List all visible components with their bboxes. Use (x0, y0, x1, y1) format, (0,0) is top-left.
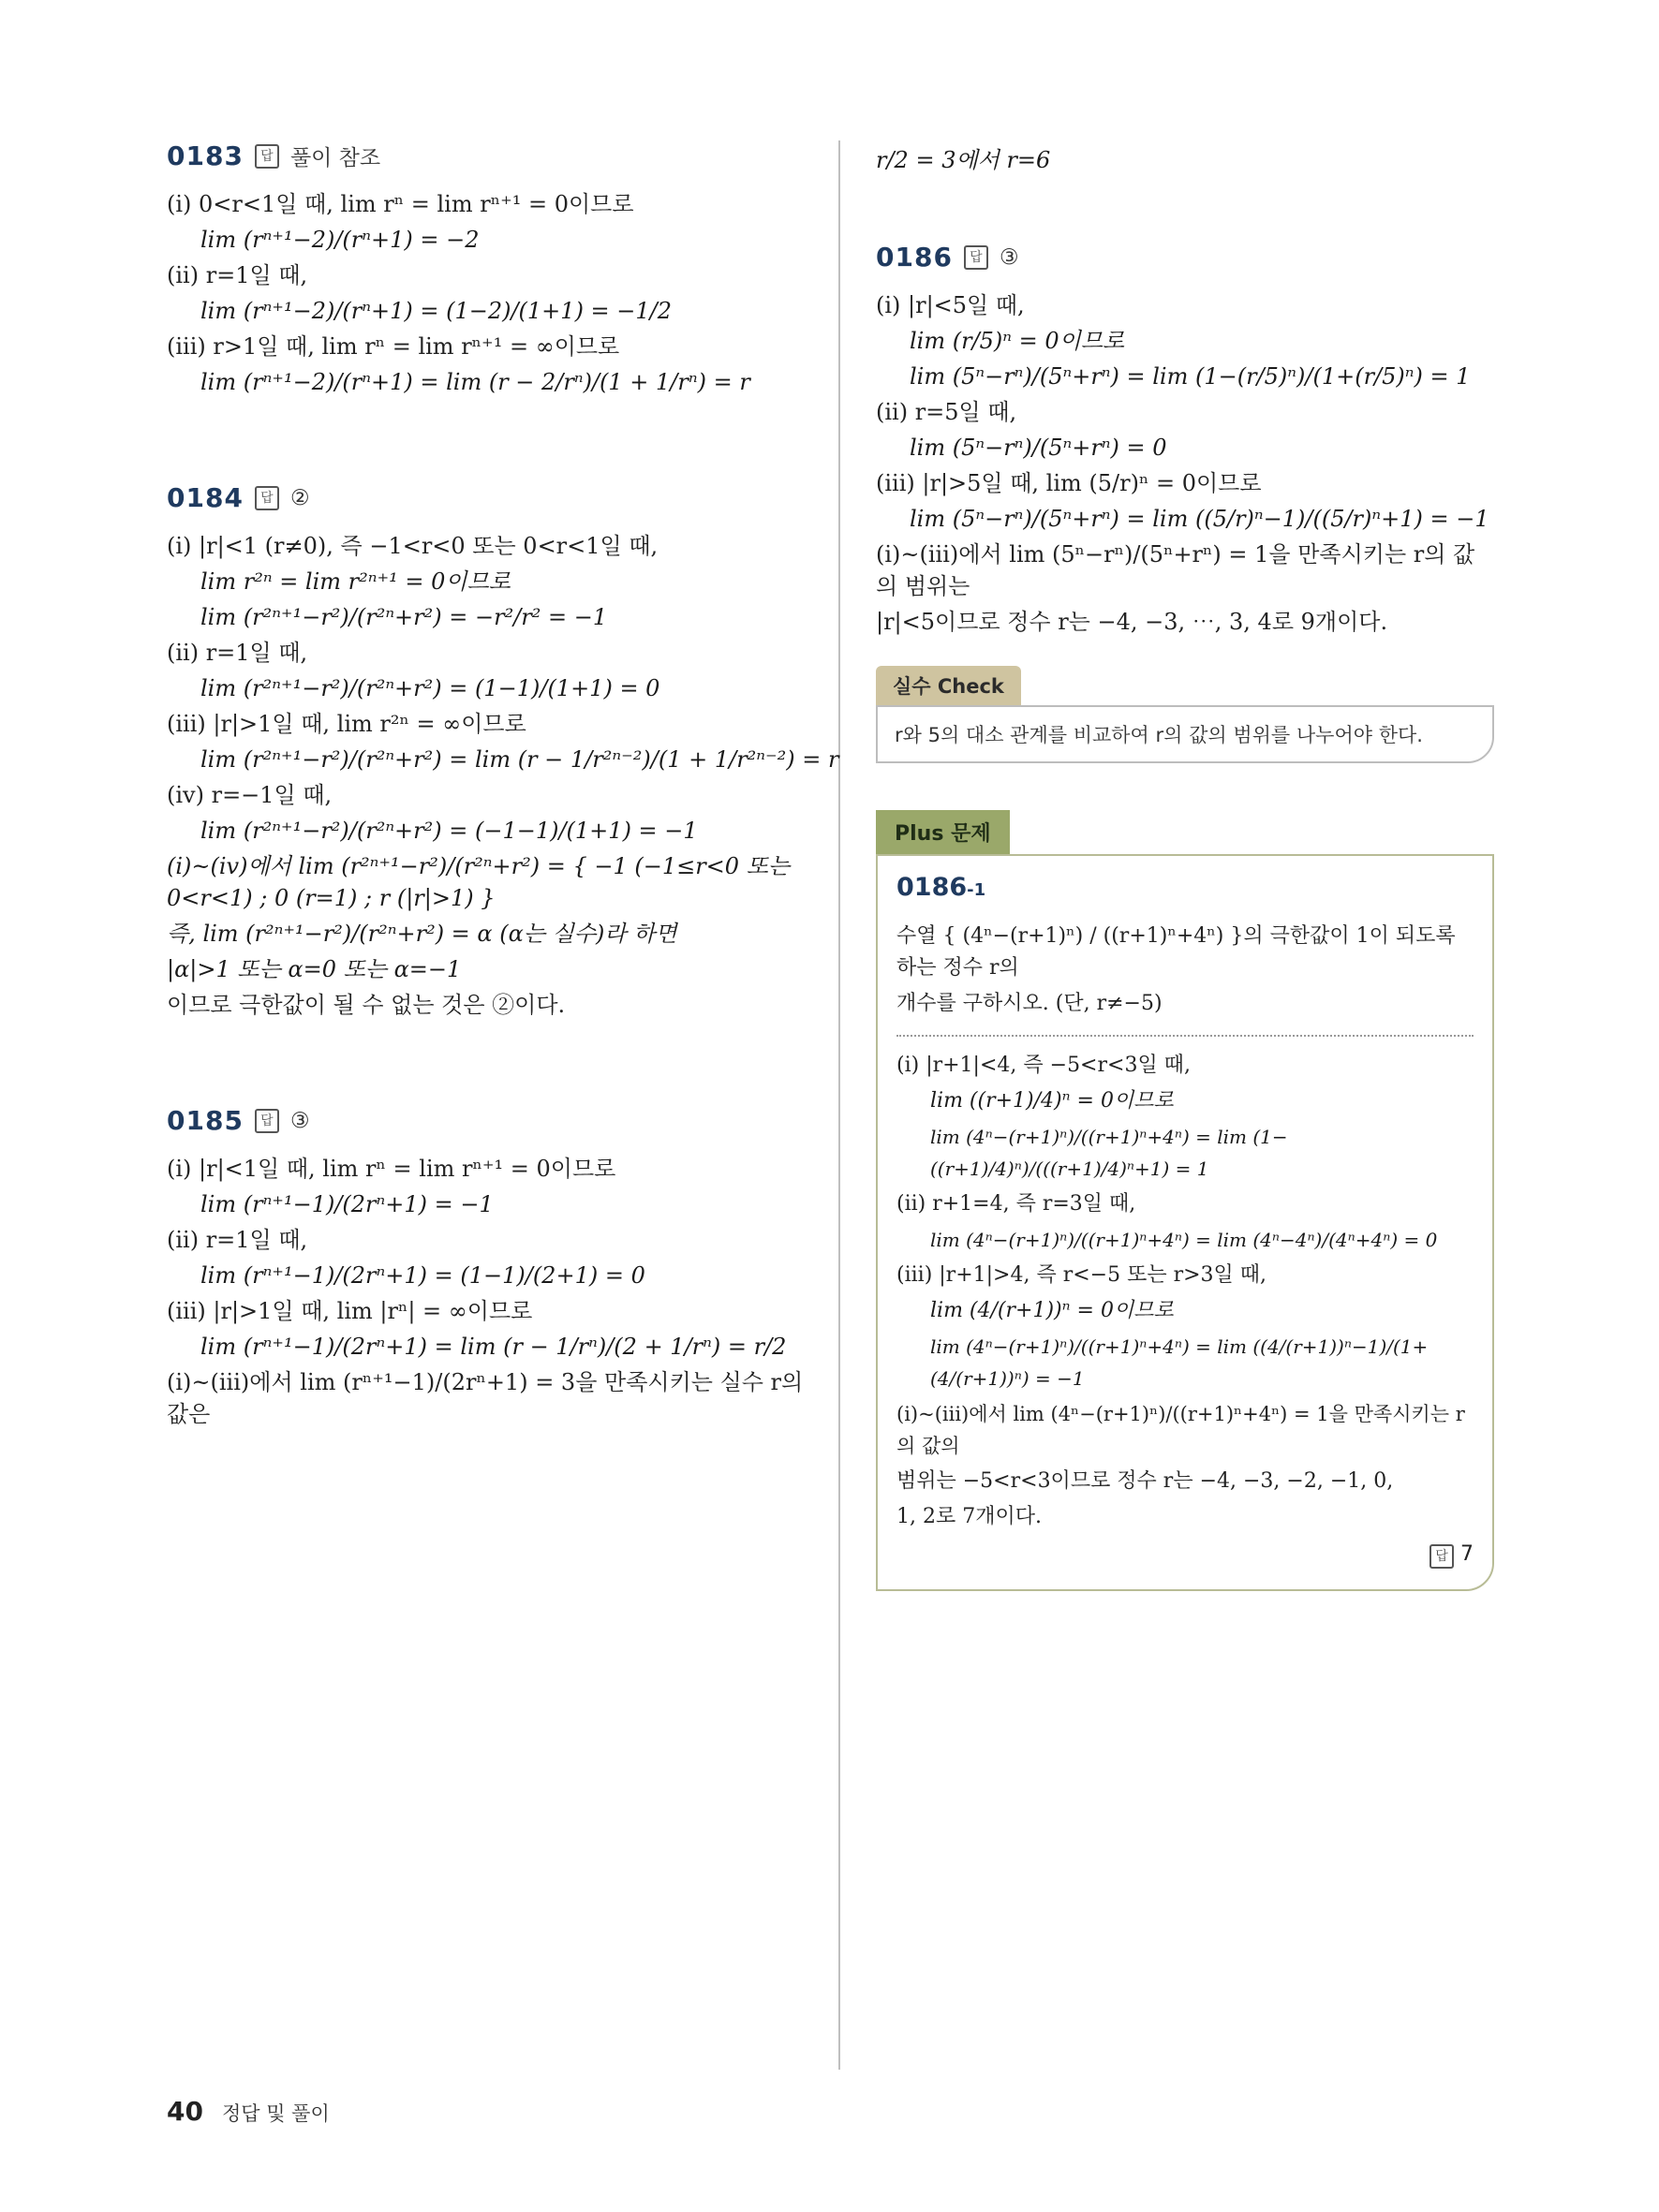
formula-line: lim (4/(r+1))ⁿ = 0이므로 (930, 1299, 1174, 1322)
plus-question: 개수를 구하시오. (단, r≠−5) (896, 992, 1163, 1015)
page-label: 정답 및 풀이 (221, 2102, 330, 2125)
formula-line: lim (rⁿ⁺¹−2)/(rⁿ+1) = (1−2)/(1+1) = −1/2 (200, 298, 673, 324)
solution-line: |α|>1 또는 α=0 또는 α=−1 (167, 956, 462, 982)
formula-line: lim (r²ⁿ⁺¹−r²)/(r²ⁿ+r²) = −r²/r² = −1 (200, 604, 608, 630)
plus-question: 수열 { (4ⁿ−(r+1)ⁿ) / ((r+1)ⁿ+4ⁿ) }의 극한값이 1이 되도록 하는 정수 r의 (896, 924, 1456, 980)
formula-line: lim (rⁿ⁺¹−1)/(2rⁿ+1) = −1 (200, 1191, 494, 1217)
conclusion-line: 범위는 −5<r<3이므로 정수 r는 −4, −3, −2, −1, 0, (896, 1469, 1394, 1493)
problem-0183 (167, 140, 813, 398)
formula-line: lim r²ⁿ = lim r²ⁿ⁺¹ = 0이므로 (200, 568, 511, 595)
conclusion-line: |r|<5이므로 정수 r는 −4, −3, ⋯, 3, 4로 9개이다. (876, 609, 1388, 635)
plus-problem-box (876, 810, 1494, 1591)
answer-text: ② (289, 485, 310, 510)
plus-problem-tab: Plus 문제 (876, 810, 1010, 854)
solution-line: (iii) |r|>1일 때, lim r²ⁿ = ∞이므로 (167, 711, 526, 737)
plus-number-suffix: -1 (967, 880, 986, 900)
solution-line: (ii) r=1일 때, (167, 262, 308, 288)
formula-line: lim (4ⁿ−(r+1)ⁿ)/((r+1)ⁿ+4ⁿ) = lim ((4/(r+1))ⁿ−1)/(1+(4/(r+1))ⁿ) = −1 (930, 1335, 1429, 1390)
solution-line: (ii) r=5일 때, (876, 399, 1017, 425)
conclusion-line: (i)~(iii)에서 lim (5ⁿ−rⁿ)/(5ⁿ+rⁿ) = 1을 만족시키는 r의 값의 범위는 (876, 541, 1475, 599)
formula-line: lim (rⁿ⁺¹−1)/(2rⁿ+1) = (1−1)/(2+1) = 0 (200, 1262, 645, 1289)
problem-0184 (167, 482, 839, 1021)
answer-icon: 답 (255, 144, 279, 169)
solution-line: (i) |r|<1 (r≠0), 즉 −1<r<0 또는 0<r<1일 때, (167, 533, 659, 559)
mistake-check-text: r와 5의 대소 관계를 비교하여 r의 값의 범위를 나누어야 한다. (876, 705, 1494, 763)
right-column (876, 140, 1494, 1591)
answer-text: ③ (999, 244, 1019, 270)
page-footer (167, 2096, 330, 2127)
problem-number: 0186 (876, 242, 953, 273)
formula-line: lim (r²ⁿ⁺¹−r²)/(r²ⁿ+r²) = (1−1)/(1+1) = 0 (200, 675, 660, 701)
solution-line: (i) |r+1|<4, 즉 −5<r<3일 때, (896, 1054, 1191, 1077)
mistake-check-box (876, 666, 1494, 763)
formula-line: lim (r²ⁿ⁺¹−r²)/(r²ⁿ+r²) = (−1−1)/(1+1) = −1 (200, 818, 698, 844)
problem-header (167, 140, 813, 171)
formula-line: lim (4ⁿ−(r+1)ⁿ)/((r+1)ⁿ+4ⁿ) = lim (1−((r+1)/4)ⁿ)/(((r+1)/4)ⁿ+1) = 1 (930, 1126, 1288, 1180)
divider (896, 1035, 1474, 1037)
problem-header (876, 242, 1494, 273)
page-number: 40 (167, 2096, 203, 2127)
solution-line: (i) |r|<1일 때, lim rⁿ = lim rⁿ⁺¹ = 0이므로 (167, 1156, 616, 1182)
answer-icon: 답 (255, 486, 279, 510)
solution-line: (i) 0<r<1일 때, lim rⁿ = lim rⁿ⁺¹ = 0이므로 (167, 191, 634, 217)
solution-line: (iii) |r|>5일 때, lim (5/r)ⁿ = 0이므로 (876, 470, 1262, 496)
formula-line: lim (5ⁿ−rⁿ)/(5ⁿ+rⁿ) = lim (1−(r/5)ⁿ)/(1+(r/5)ⁿ) = 1 (910, 363, 1471, 390)
formula-line: lim (r/5)ⁿ = 0이므로 (910, 328, 1125, 354)
plus-answer-value: 7 (1460, 1542, 1474, 1566)
left-column (167, 140, 839, 1514)
formula-line: lim (rⁿ⁺¹−2)/(rⁿ+1) = lim (r − 2/rⁿ)/(1 + 1/rⁿ) = r (200, 369, 750, 395)
problem-number: 0184 (167, 482, 244, 513)
conclusion-line: 이므로 극한값이 될 수 없는 것은 ②이다. (167, 992, 566, 1018)
conclusion-line: 1, 2로 7개이다. (896, 1505, 1042, 1528)
plus-problem-body (876, 854, 1494, 1591)
answer-icon: 답 (1429, 1544, 1454, 1569)
answer-icon: 답 (964, 245, 988, 270)
conclusion-line: (i)~(iii)에서 lim (rⁿ⁺¹−1)/(2rⁿ+1) = 3을 만족시키는 실수 r의 값은 (167, 1369, 804, 1427)
solution-line: (ii) r=1일 때, (167, 640, 308, 666)
formula-line: lim (5ⁿ−rⁿ)/(5ⁿ+rⁿ) = lim ((5/r)ⁿ−1)/((5/r)ⁿ+1) = −1 (910, 506, 1489, 532)
problem-header (167, 1105, 813, 1136)
solution-line: (iii) |r|>1일 때, lim |rⁿ| = ∞이므로 (167, 1298, 533, 1324)
summary-line: (i)~(iv)에서 lim (r²ⁿ⁺¹−r²)/(r²ⁿ+r²) = { −1 (−1≤r<0 또는 0<r<1) ; 0 (r=1) ; r (|r|>1) } (167, 853, 791, 911)
conclusion-line: (i)~(iii)에서 lim (4ⁿ−(r+1)ⁿ)/((r+1)ⁿ+4ⁿ) = 1을 만족시키는 r의 값의 (896, 1403, 1465, 1457)
plus-number-main: 0186 (896, 873, 968, 902)
problem-header (167, 482, 813, 513)
problem-number: 0183 (167, 140, 244, 171)
solution-line: (ii) r=1일 때, (167, 1227, 308, 1253)
problem-0186 (876, 242, 1494, 638)
formula-line: lim (5ⁿ−rⁿ)/(5ⁿ+rⁿ) = 0 (910, 435, 1167, 461)
formula-line: lim (4ⁿ−(r+1)ⁿ)/((r+1)ⁿ+4ⁿ) = lim (4ⁿ−4ⁿ)/(4ⁿ+4ⁿ) = 0 (930, 1229, 1438, 1251)
column-divider (838, 140, 840, 2070)
plus-answer (896, 1542, 1474, 1569)
mistake-check-tab: 실수 Check (876, 666, 1021, 705)
answer-text: ③ (289, 1108, 310, 1133)
solution-line: (i) |r|<5일 때, (876, 292, 1025, 318)
formula-line: lim (rⁿ⁺¹−2)/(rⁿ+1) = −2 (200, 227, 480, 253)
problem-0185 (167, 1105, 813, 1430)
solution-line: (iii) r>1일 때, lim rⁿ = lim rⁿ⁺¹ = ∞이므로 (167, 333, 620, 360)
formula-line: lim (r²ⁿ⁺¹−r²)/(r²ⁿ+r²) = lim (r − 1/r²ⁿ⁻²)/(1 + 1/r²ⁿ⁻²) = r (200, 746, 839, 773)
solution-line: 즉, lim (r²ⁿ⁺¹−r²)/(r²ⁿ+r²) = α (α는 실수)라 하면 (167, 921, 677, 947)
problem-number: 0185 (167, 1105, 244, 1136)
solution-line: (iv) r=−1일 때, (167, 782, 333, 808)
solution-line: (ii) r+1=4, 즉 r=3일 때, (896, 1192, 1136, 1216)
solution-line: (iii) |r+1|>4, 즉 r<−5 또는 r>3일 때, (896, 1263, 1267, 1287)
answer-text: 풀이 참조 (289, 146, 381, 170)
formula-line: lim (rⁿ⁺¹−1)/(2rⁿ+1) = lim (r − 1/rⁿ)/(2 + 1/rⁿ) = r/2 (200, 1334, 787, 1360)
answer-icon: 답 (255, 1109, 279, 1133)
plus-problem-number (896, 873, 1474, 902)
formula-line: lim ((r+1)/4)ⁿ = 0이므로 (930, 1089, 1174, 1113)
continued-line: r/2 = 3에서 r=6 (876, 147, 1051, 173)
